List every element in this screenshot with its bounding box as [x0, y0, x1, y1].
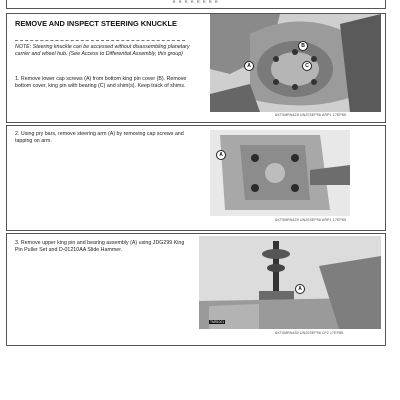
top-strip-text: R. R. R. R. R. R. R. R. [172, 0, 220, 4]
knuckle-photo [210, 14, 381, 112]
panel-remove-steering-arm [6, 125, 386, 231]
photo-1-caption: AKT0MRN428 UN20SEP96 ARP1 17EP85 [275, 113, 347, 117]
note-text: NOTE: Steering knuckle can be accessed without disassembling planetary carrier and wheel hub. (See Access to Differential Assembly, this group) [15, 44, 190, 57]
knuckle-illustration [210, 14, 381, 112]
top-border-strip [6, 0, 386, 9]
panel-remove-upper-king-pin [6, 233, 386, 346]
callout-a: A [244, 61, 254, 71]
section-heading: REMOVE AND INSPECT STEERING KNUCKLE [15, 19, 177, 28]
step-3-text: 3. Remove upper king pin and bearing assembly (A) using JDG299 King Pin Puller Set and D-01210AA Slide Hammer. [15, 240, 185, 253]
step-2-text: 2. Using pry bars, remove steering arm (A) by removing cap screws and tapping on arm. [15, 131, 184, 144]
heading-divider [15, 40, 185, 41]
steering-arm-photo [210, 130, 350, 216]
step-1-text: 1. Remove lower cap screws (A) from bottom king pin cover (B). Remove bottom cover, king pin with bearing (C) and shim(s). Keep track of shims. [15, 76, 187, 89]
callout-a: A [295, 284, 305, 294]
photo-3-caption: AKT0MRN430 UN20SEP96 LP2 17EP85 [275, 331, 344, 335]
photo-reference-tag: TMR1001 [210, 320, 224, 324]
callout-a: A [216, 150, 226, 160]
photo-2-caption: AKT0MRN429 UN20SEP96 ARP1 17EP85 [275, 218, 347, 222]
callout-c: C [302, 61, 312, 71]
steering-arm-illustration [210, 130, 350, 216]
king-pin-puller-illustration [199, 236, 381, 329]
king-pin-photo [199, 236, 381, 329]
callout-b: B [298, 41, 308, 51]
panel-remove-inspect-knuckle [6, 13, 386, 123]
